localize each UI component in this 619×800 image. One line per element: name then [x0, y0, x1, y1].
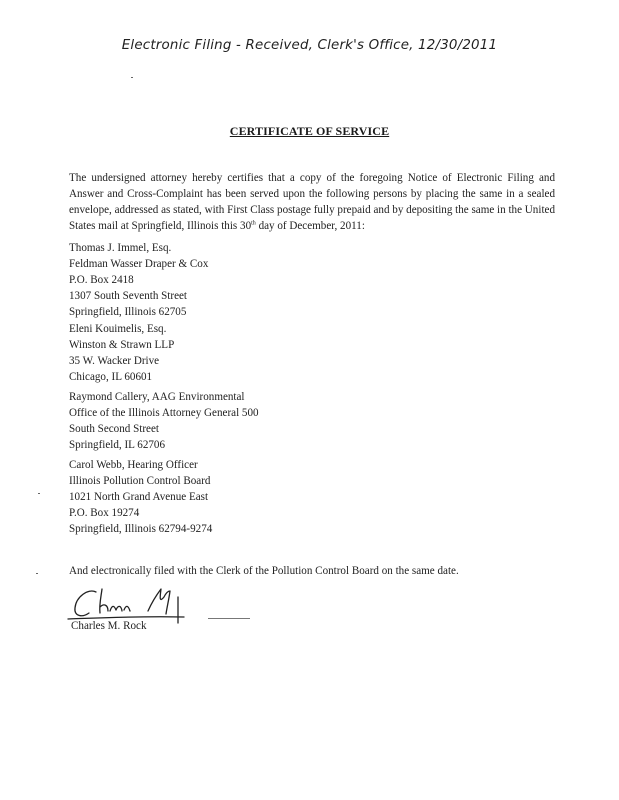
- recipient-city: Chicago, IL 60601: [69, 371, 153, 383]
- recipient-office: Office of the Illinois Attorney General 500: [69, 407, 259, 419]
- closing-statement: And electronically filed with the Clerk of the Pollution Control Board on the same date.: [69, 565, 459, 577]
- recipient-address-line: South Second Street: [69, 423, 159, 435]
- signer-name: Charles M. Rock: [71, 620, 147, 632]
- recipient-name: Thomas J. Immel, Esq.: [69, 242, 172, 254]
- document-title: CERTIFICATE OF SERVICE: [229, 124, 390, 138]
- recipient-firm: Winston & Strawn LLP: [69, 339, 175, 351]
- filing-stamp-header: Electronic Filing - Received, Clerk's Office, 12/30/2011: [121, 38, 498, 53]
- ordinal-suffix: th: [251, 220, 256, 227]
- certification-paragraph: [69, 170, 555, 234]
- recipient-city: Springfield, IL 62706: [69, 439, 166, 451]
- recipient-block-immel: [69, 240, 208, 320]
- recipient-address-line: P.O. Box 19274: [69, 507, 140, 519]
- recipient-address-line: 1021 North Grand Avenue East: [69, 491, 209, 503]
- recipient-city: Springfield, Illinois 62705: [69, 306, 187, 318]
- scan-speck: [36, 573, 38, 574]
- recipient-address-line: 35 W. Wacker Drive: [69, 355, 160, 367]
- signature-dash: [208, 618, 250, 619]
- recipient-name: Eleni Kouimelis, Esq.: [69, 323, 167, 335]
- recipient-block-callery: [69, 389, 259, 453]
- recipient-address-line: 1307 South Seventh Street: [69, 290, 188, 302]
- recipient-city: Springfield, Illinois 62794-9274: [69, 523, 213, 535]
- recipient-name: Raymond Callery, AAG Environmental: [69, 391, 245, 403]
- scan-speck: [38, 493, 40, 494]
- recipient-name: Carol Webb, Hearing Officer: [69, 459, 198, 471]
- recipient-office: Illinois Pollution Control Board: [69, 475, 211, 487]
- recipient-block-webb: [69, 457, 212, 537]
- certification-text: The undersigned attorney hereby certifies that a copy of the foregoing Notice of Electronic Filing and Answer and Cross-Complaint has been served upon the following persons by placing the same in a sealed envelope, addressed as stated, with First Class postage fully prepaid and by depositing the same in the United States mail at Springfield, Illinois this 30: [69, 172, 555, 232]
- recipient-address-line: P.O. Box 2418: [69, 274, 134, 286]
- certification-text-end: day of December, 2011:: [255, 220, 365, 232]
- scan-speck: [131, 77, 133, 78]
- recipient-block-kouimelis: [69, 321, 174, 385]
- recipient-firm: Feldman Wasser Draper & Cox: [69, 258, 209, 270]
